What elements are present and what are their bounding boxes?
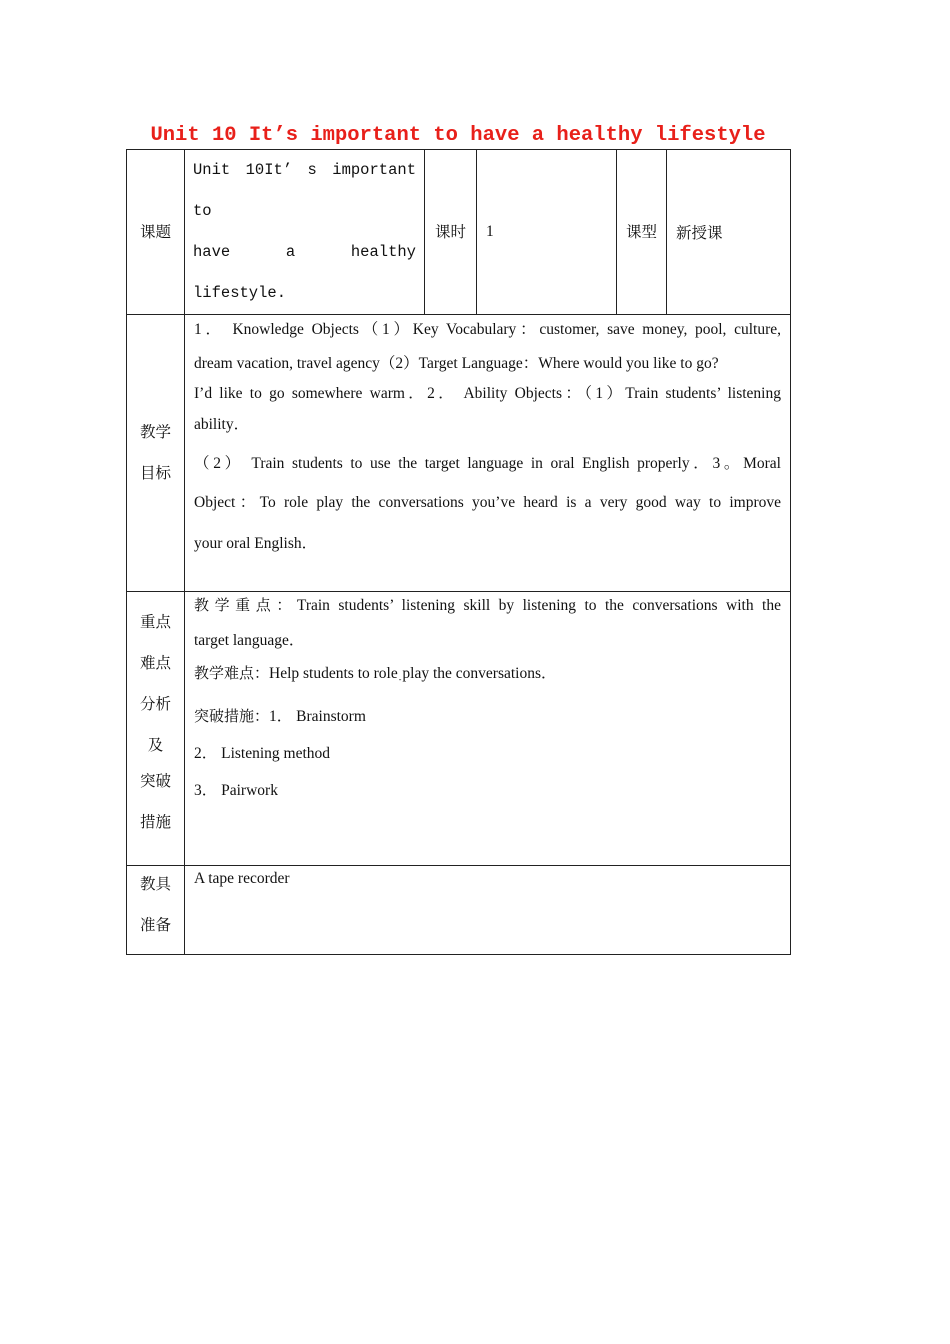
key-points-label-line: 难点 [139,654,171,672]
objectives-row [127,315,791,592]
header-row [127,150,791,315]
difficulty-line [194,663,781,690]
tools-label [127,866,185,955]
measures-label: 突破措施： [194,707,270,725]
measure-item: 1． Brainstorm [269,708,366,725]
difficulty-separator: - [398,675,402,684]
topic-value-line2: have a healthy lifestyle. [193,243,416,302]
period-label: 课时 [425,150,477,315]
key-points-content [185,592,791,866]
measure-item: 2． Listening method [194,745,331,762]
objectives-line: dream vacation, travel agency（2）Target Language：Where would you like to go? [194,355,719,372]
objectives-line: I’d like to go somewhere warm．2． Ability Objects：（1）Train students’ listening [194,385,781,402]
key-points-label [127,592,185,866]
key-points-label-line: 突破 [139,772,171,790]
objectives-line: your oral English． [194,535,318,552]
topic-label: 课题 [127,150,185,315]
lesson-plan-table [126,149,791,955]
key-points-row [127,592,791,866]
objectives-label [127,315,185,592]
measure-item: 3． Pairwork [194,782,278,799]
objectives-label-line2: 目标 [139,464,171,482]
objectives-line: （2） Train students to use the target language in oral English properly．3。Moral [194,455,781,472]
focus-label: 教学重点： [194,596,297,614]
difficulty-label: 教学难点： [194,664,270,682]
tools-label-line2: 准备 [139,916,171,934]
tools-content: A tape recorder [185,866,791,955]
topic-value [185,150,425,315]
type-value: 新授课 [667,150,791,315]
tools-label-line1: 教具 [139,875,171,893]
period-value: 1 [477,150,617,315]
objectives-line: ability． [194,416,250,433]
tools-row [127,866,791,955]
objectives-line: 1． Knowledge Objects（1）Key Vocabulary：customer, save money, pool, culture, [194,321,781,338]
objectives-content [185,315,791,592]
type-label: 课型 [617,150,667,315]
measures-line [194,698,781,735]
objectives-label-line1: 教学 [139,423,171,441]
difficulty-text: Help students to role [269,665,398,682]
focus-text: Train students’ listening skill by listening to the conversations with the [296,597,781,614]
focus-line-2: target language． [194,632,305,649]
key-points-label-line: 分析 [139,695,171,713]
key-points-label-line: 及 [147,736,164,754]
page-title: Unit 10 It’s important to have a healthy lifestyle [150,124,766,147]
objectives-line: Object：To role play the conversations you’ve heard is a very good way to improve [194,494,781,511]
topic-value-line1: Unit 10It’ s important to [193,161,416,220]
difficulty-text-2: play the conversations． [402,665,557,682]
key-points-label-line: 措施 [139,813,171,831]
key-points-label-line: 重点 [139,613,171,631]
